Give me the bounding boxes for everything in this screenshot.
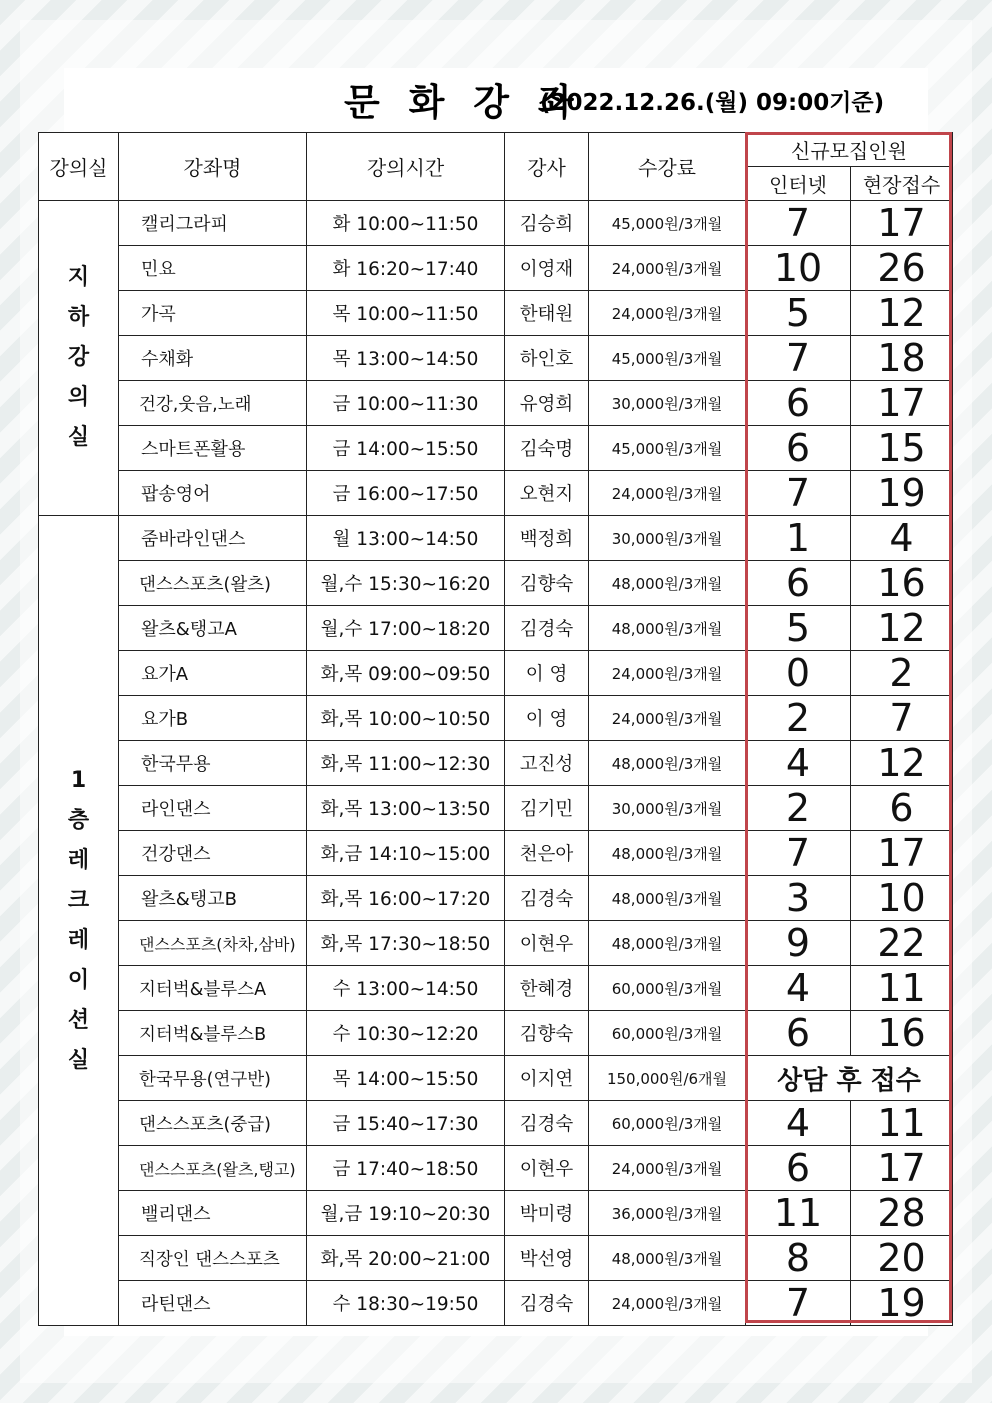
- course-name: 지터벅&블루스A: [119, 966, 307, 1011]
- internet-count: 6: [746, 1011, 851, 1056]
- course-fee: 30,000원/3개월: [589, 381, 746, 426]
- course-name: 밸리댄스: [119, 1191, 307, 1236]
- onsite-count: 12: [851, 606, 953, 651]
- onsite-count: 11: [851, 1101, 953, 1146]
- onsite-count: 22: [851, 921, 953, 966]
- course-fee: 48,000원/3개월: [589, 561, 746, 606]
- course-fee: 36,000원/3개월: [589, 1191, 746, 1236]
- course-fee: 30,000원/3개월: [589, 786, 746, 831]
- course-time: 화,목 20:00~21:00: [307, 1236, 505, 1281]
- course-fee: 24,000원/3개월: [589, 246, 746, 291]
- table-row: [39, 426, 953, 471]
- table-row: [39, 1281, 953, 1326]
- table-row: [39, 876, 953, 921]
- onsite-count: 6: [851, 786, 953, 831]
- course-fee: 48,000원/3개월: [589, 831, 746, 876]
- course-fee: 48,000원/3개월: [589, 876, 746, 921]
- course-time: 화,목 17:30~18:50: [307, 921, 505, 966]
- internet-count: 10: [746, 246, 851, 291]
- onsite-count: 4: [851, 516, 953, 561]
- onsite-count: 18: [851, 336, 953, 381]
- course-teacher: 김숙명: [505, 426, 589, 471]
- course-name: 건강,웃음,노래: [119, 381, 307, 426]
- internet-count: 1: [746, 516, 851, 561]
- page-title: 문 화 강 좌: [344, 81, 582, 124]
- internet-count: 7: [746, 831, 851, 876]
- course-name: 라인댄스: [119, 786, 307, 831]
- course-time: 화 10:00~11:50: [307, 201, 505, 246]
- table-row: [39, 1011, 953, 1056]
- onsite-count: 19: [851, 1281, 953, 1326]
- header-fee: 수강료: [589, 133, 746, 201]
- course-fee: 60,000원/3개월: [589, 1011, 746, 1056]
- onsite-count: 19: [851, 471, 953, 516]
- onsite-count: 12: [851, 741, 953, 786]
- course-teacher: 유영희: [505, 381, 589, 426]
- header-course: 강좌명: [119, 133, 307, 201]
- course-name: 댄스스포츠(차차,삼바): [119, 921, 307, 966]
- course-table-body: [39, 201, 953, 1326]
- onsite-count: 11: [851, 966, 953, 1011]
- course-teacher: 이현우: [505, 921, 589, 966]
- table-row: [39, 561, 953, 606]
- course-time: 금 15:40~17:30: [307, 1101, 505, 1146]
- room-cell: 지 하 강 의 실: [39, 201, 119, 516]
- title-area: [0, 72, 992, 122]
- internet-count: 7: [746, 336, 851, 381]
- internet-count: 6: [746, 1146, 851, 1191]
- course-teacher: 이 영: [505, 696, 589, 741]
- course-time: 화 16:20~17:40: [307, 246, 505, 291]
- course-name: 왈츠&탱고B: [119, 876, 307, 921]
- course-teacher: 하인호: [505, 336, 589, 381]
- header-time: 강의시간: [307, 133, 505, 201]
- header-teacher: 강사: [505, 133, 589, 201]
- table-row: [39, 246, 953, 291]
- course-time: 화,목 11:00~12:30: [307, 741, 505, 786]
- course-time: 금 14:00~15:50: [307, 426, 505, 471]
- course-teacher: 김향숙: [505, 561, 589, 606]
- course-fee: 24,000원/3개월: [589, 291, 746, 336]
- internet-count: 6: [746, 561, 851, 606]
- course-name: 건강댄스: [119, 831, 307, 876]
- course-time: 화,금 14:10~15:00: [307, 831, 505, 876]
- course-time: 수 10:30~12:20: [307, 1011, 505, 1056]
- course-teacher: 김경숙: [505, 876, 589, 921]
- course-name: 요가B: [119, 696, 307, 741]
- course-teacher: 오현지: [505, 471, 589, 516]
- header-room: 강의실: [39, 133, 119, 201]
- internet-count: 5: [746, 606, 851, 651]
- course-teacher: 이지연: [505, 1056, 589, 1101]
- course-teacher: 김경숙: [505, 1281, 589, 1326]
- course-name: 한국무용: [119, 741, 307, 786]
- course-name: 댄스스포츠(중급): [119, 1101, 307, 1146]
- course-fee: 45,000원/3개월: [589, 426, 746, 471]
- onsite-count: 20: [851, 1236, 953, 1281]
- table-row: [39, 471, 953, 516]
- course-teacher: 김기민: [505, 786, 589, 831]
- internet-count: 4: [746, 966, 851, 1011]
- course-name: 한국무용(연구반): [119, 1056, 307, 1101]
- course-table: [38, 132, 953, 1326]
- course-fee: 24,000원/3개월: [589, 696, 746, 741]
- course-name: 라틴댄스: [119, 1281, 307, 1326]
- course-name: 민요: [119, 246, 307, 291]
- course-teacher: 이현우: [505, 1146, 589, 1191]
- table-row: [39, 966, 953, 1011]
- internet-count: 7: [746, 471, 851, 516]
- table-row: [39, 606, 953, 651]
- internet-count: 6: [746, 426, 851, 471]
- header-internet: 인터넷: [746, 167, 851, 201]
- course-time: 월,금 19:10~20:30: [307, 1191, 505, 1236]
- course-time: 금 16:00~17:50: [307, 471, 505, 516]
- table-row: [39, 651, 953, 696]
- internet-count: 3: [746, 876, 851, 921]
- onsite-count: 12: [851, 291, 953, 336]
- course-time: 화,목 09:00~09:50: [307, 651, 505, 696]
- course-name: 요가A: [119, 651, 307, 696]
- course-teacher: 백정희: [505, 516, 589, 561]
- course-time: 수 13:00~14:50: [307, 966, 505, 1011]
- course-fee: 48,000원/3개월: [589, 606, 746, 651]
- course-time: 목 10:00~11:50: [307, 291, 505, 336]
- course-teacher: 박선영: [505, 1236, 589, 1281]
- internet-count: 9: [746, 921, 851, 966]
- onsite-count: 16: [851, 561, 953, 606]
- consult-note: 상담 후 접수: [746, 1056, 953, 1101]
- course-teacher: 이 영: [505, 651, 589, 696]
- course-name: 캘리그라피: [119, 201, 307, 246]
- table-row: [39, 741, 953, 786]
- internet-count: 4: [746, 1101, 851, 1146]
- course-time: 월 13:00~14:50: [307, 516, 505, 561]
- course-fee: 60,000원/3개월: [589, 1101, 746, 1146]
- internet-count: 7: [746, 1281, 851, 1326]
- onsite-count: 16: [851, 1011, 953, 1056]
- table-row: [39, 921, 953, 966]
- course-time: 금 10:00~11:30: [307, 381, 505, 426]
- table-row: [39, 1236, 953, 1281]
- course-fee: 48,000원/3개월: [589, 1236, 746, 1281]
- internet-count: 8: [746, 1236, 851, 1281]
- course-teacher: 이영재: [505, 246, 589, 291]
- course-fee: 48,000원/3개월: [589, 921, 746, 966]
- internet-count: 5: [746, 291, 851, 336]
- internet-count: 11: [746, 1191, 851, 1236]
- course-time: 화,목 10:00~10:50: [307, 696, 505, 741]
- table-row: [39, 831, 953, 876]
- room-cell: 1 층 레 크 레 이 션 실: [39, 516, 119, 1326]
- course-teacher: 한혜경: [505, 966, 589, 1011]
- internet-count: 2: [746, 696, 851, 741]
- onsite-count: 15: [851, 426, 953, 471]
- internet-count: 6: [746, 381, 851, 426]
- course-name: 지터벅&블루스B: [119, 1011, 307, 1056]
- table-row: [39, 381, 953, 426]
- table-row: [39, 1146, 953, 1191]
- course-teacher: 박미령: [505, 1191, 589, 1236]
- course-teacher: 김경숙: [505, 1101, 589, 1146]
- internet-count: 0: [746, 651, 851, 696]
- table-row: [39, 696, 953, 741]
- internet-count: 2: [746, 786, 851, 831]
- course-name: 수채화: [119, 336, 307, 381]
- table-row: [39, 1056, 953, 1101]
- table-row: [39, 201, 953, 246]
- onsite-count: 17: [851, 381, 953, 426]
- course-teacher: 김경숙: [505, 606, 589, 651]
- onsite-count: 17: [851, 1146, 953, 1191]
- course-fee: 45,000원/3개월: [589, 336, 746, 381]
- table-row: [39, 786, 953, 831]
- course-teacher: 한태원: [505, 291, 589, 336]
- course-time: 목 13:00~14:50: [307, 336, 505, 381]
- course-fee: 150,000원/6개월: [589, 1056, 746, 1101]
- course-time: 금 17:40~18:50: [307, 1146, 505, 1191]
- course-time: 수 18:30~19:50: [307, 1281, 505, 1326]
- header-onsite: 현장접수: [851, 167, 953, 201]
- course-fee: 45,000원/3개월: [589, 201, 746, 246]
- onsite-count: 26: [851, 246, 953, 291]
- course-time: 화,목 16:00~17:20: [307, 876, 505, 921]
- onsite-count: 7: [851, 696, 953, 741]
- table-row: [39, 1101, 953, 1146]
- table-row: [39, 516, 953, 561]
- onsite-count: 2: [851, 651, 953, 696]
- course-time: 월,수 17:00~18:20: [307, 606, 505, 651]
- course-teacher: 김승희: [505, 201, 589, 246]
- course-name: 댄스스포츠(왈츠,탱고): [119, 1146, 307, 1191]
- page-subtitle: (2022.12.26.(월) 09:00기준): [540, 90, 885, 116]
- onsite-count: 10: [851, 876, 953, 921]
- course-name: 왈츠&탱고A: [119, 606, 307, 651]
- course-time: 화,목 13:00~13:50: [307, 786, 505, 831]
- course-name: 가곡: [119, 291, 307, 336]
- course-teacher: 고진성: [505, 741, 589, 786]
- onsite-count: 17: [851, 831, 953, 876]
- internet-count: 4: [746, 741, 851, 786]
- course-fee: 48,000원/3개월: [589, 741, 746, 786]
- onsite-count: 17: [851, 201, 953, 246]
- course-time: 목 14:00~15:50: [307, 1056, 505, 1101]
- internet-count: 7: [746, 201, 851, 246]
- course-name: 스마트폰활용: [119, 426, 307, 471]
- course-name: 댄스스포츠(왈츠): [119, 561, 307, 606]
- table-row: [39, 291, 953, 336]
- course-teacher: 천은아: [505, 831, 589, 876]
- table-row: [39, 1191, 953, 1236]
- header-recruit: 신규모집인원: [746, 133, 953, 167]
- course-fee: 24,000원/3개월: [589, 1281, 746, 1326]
- course-name: 직장인 댄스스포츠: [119, 1236, 307, 1281]
- course-fee: 60,000원/3개월: [589, 966, 746, 1011]
- course-fee: 30,000원/3개월: [589, 516, 746, 561]
- course-name: 팝송영어: [119, 471, 307, 516]
- course-time: 월,수 15:30~16:20: [307, 561, 505, 606]
- table-row: [39, 336, 953, 381]
- course-fee: 24,000원/3개월: [589, 1146, 746, 1191]
- onsite-count: 28: [851, 1191, 953, 1236]
- course-name: 줌바라인댄스: [119, 516, 307, 561]
- course-fee: 24,000원/3개월: [589, 471, 746, 516]
- course-fee: 24,000원/3개월: [589, 651, 746, 696]
- course-teacher: 김향숙: [505, 1011, 589, 1056]
